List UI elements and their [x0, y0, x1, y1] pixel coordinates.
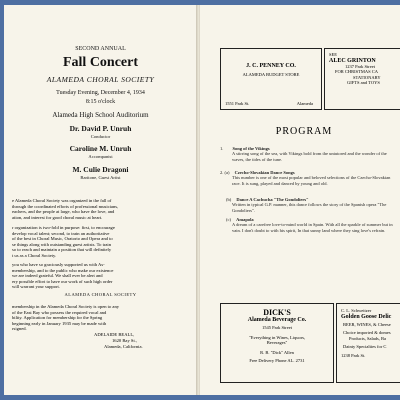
grinton-ad-line: FOR CHRISTMAS CA: [335, 69, 379, 74]
program-item-text: A stirring song of the sea, with Vikings bold from the untutored and the wonder of the waves, the tides of the tune.: [232, 151, 387, 162]
grinton-ad-line: STATIONARY: [353, 74, 381, 80]
para2-line: t us as a Choral Society.: [12, 252, 57, 258]
program-item: [220, 146, 395, 162]
program-item-title: Czecho-Slovakian Dance Songs: [234, 170, 295, 175]
para2-line: develop vocal talent; second, to train an authoritative: [12, 230, 110, 236]
golden-goose-line: Products, Salads, Ba: [349, 335, 386, 341]
program-item: [220, 170, 395, 186]
program-title: PROGRAM: [275, 126, 333, 137]
para1-line: e Alameda Choral Society was organized in the fall of: [12, 198, 112, 203]
grinton-ad-line: GIFTS and TOYS: [347, 80, 380, 85]
conductor-role: Conductor: [90, 134, 111, 139]
para4-line: rsigned.: [12, 326, 27, 332]
intro-paragraph: [12, 198, 192, 220]
penney-ad-city: Alameda: [296, 100, 313, 106]
para3-line: will warrant your support.: [12, 284, 60, 290]
dicks-ad-line: "Everything in Wines, Liquors,: [248, 334, 306, 340]
concert-title: Fall Concert: [62, 55, 139, 70]
left-page: [4, 5, 197, 395]
dicks-ad-line: Beverages": [266, 340, 288, 345]
dicks-ad-owner: R. B. "Dick" Allen: [260, 349, 294, 355]
edition-label: SECOND ANNUAL: [75, 46, 126, 52]
concert-date: Tuesday Evening, December 4, 1934: [56, 90, 145, 96]
membership-paragraph: [12, 304, 192, 332]
dicks-ad-phone: Free Delivery Phone AL. 2731: [249, 358, 305, 363]
program-item-number: (c): [226, 217, 231, 222]
golden-goose-line: BEER, WINES, & Cheese: [343, 321, 391, 327]
dicks-ad-address: 1545 Park Street: [262, 325, 292, 330]
golden-goose-owner: C. L. Schweitzer: [341, 308, 372, 313]
para1-line: ation, and interest for good choral music at heart.: [12, 214, 103, 220]
dicks-ad-subtitle: Alameda Beverage Co.: [247, 317, 307, 323]
program-item-number: 1.: [220, 146, 224, 151]
dicks-ad: [220, 303, 334, 383]
program-item: [220, 217, 395, 233]
golden-goose-address: 1238 Park St.: [341, 352, 366, 358]
para4-line: beginning early in January 1935 may be made with: [12, 320, 107, 326]
concert-time: 8:15 o'clock: [85, 99, 116, 105]
accompanist-role: Accompanist: [88, 154, 113, 159]
para3-line: ery possible effort to have our work of such high order: [12, 278, 113, 284]
accompanist-name: Caroline M. Unruh: [69, 144, 132, 153]
penney-ad: [220, 48, 322, 110]
program-item-title: Amapola: [236, 217, 254, 222]
golden-goose-line: Choice imported & domes: [343, 330, 391, 335]
secretary-street: 1620 Bay St.,: [112, 338, 138, 343]
program-item-text: This number is one of the most popular and beloved selections of the Czecho-Slovakian race. It is sung, played and danced by young and old.: [232, 175, 391, 186]
conductor-name: Dr. David P. Unruh: [69, 124, 132, 133]
para4-line: bility. Application for membership for the Spring: [12, 315, 103, 321]
guest-artist-role: Baritone, Guest Artist: [80, 175, 121, 180]
para1-line: through the coordinated efforts of professional musicians,: [12, 203, 119, 209]
right-page: [200, 5, 400, 395]
penney-ad-subtitle: ALAMEDA BUDGET STORE: [242, 72, 300, 77]
program-item-text: Written in typical G.P. manner, this dance follows the story of the Spanish opera "The Gondoliers".: [232, 202, 387, 213]
secretary-name: ADELAIDE BEALL,: [94, 332, 135, 337]
para2-line: se things along with outstanding guest artists. To train: [12, 241, 111, 247]
para3-line: membership, and to the public who make our existence: [12, 267, 114, 273]
para1-line: eachers, and the people at large, who have the love, and: [12, 209, 115, 215]
para3-line: you who have so graciously supported us with As-: [12, 262, 105, 267]
society-signature: ALAMEDA CHORAL SOCIETY: [64, 292, 137, 297]
program-item: [220, 197, 395, 213]
penney-ad-address: 1551 Park St.: [225, 100, 250, 106]
program-item-text: A dream of a carefree love-to-mind world in Spain. With all the sparkle of summer but in vain. I don't doubt to with his spirit, In that sunny land where they sing love's refrain.: [232, 222, 393, 233]
program-item-title: Dance A Cachucha "The Gondoliers": [236, 197, 309, 202]
para2-line: so to reach and maintain a position that will definitely: [12, 247, 112, 253]
secretary-city: Alameda, California.: [104, 344, 143, 349]
dicks-ad-title: DICK'S: [263, 308, 291, 317]
para4-line: of the East Bay who possess the required vocal and: [12, 309, 107, 315]
grinton-ad: [324, 48, 400, 110]
purpose-paragraph: [12, 225, 192, 259]
grinton-ad-address: 1237 Park Street: [345, 63, 375, 69]
penney-ad-title: J. C. PENNEY CO.: [246, 63, 296, 69]
golden-goose-title: Golden Goose Delic: [341, 313, 392, 320]
para4-line: membership in the Alameda Choral Society is open to any: [12, 304, 120, 309]
thanks-paragraph: [12, 262, 192, 290]
program-item-number: (b): [226, 197, 232, 202]
para3-line: we are indeed grateful. We shall ever be alert and: [12, 273, 103, 279]
para2-line: r organization is two-fold in purpose: first, to encourage: [12, 225, 115, 230]
golden-goose-ad: [336, 303, 400, 383]
program-item-title: Song of the Vikings: [232, 146, 270, 151]
grinton-ad-title: ALEC GRINTON: [329, 57, 376, 64]
program-item-number: 2. (a): [220, 170, 230, 175]
society-name: ALAMEDA CHORAL SOCIETY: [46, 75, 155, 84]
golden-goose-line: Dainty Specialties for C: [343, 344, 387, 349]
guest-artist-name: M. Culie Dragoni: [72, 165, 129, 174]
venue: Alameda High School Auditorium: [52, 111, 149, 119]
grinton-ad-see: SEE: [329, 52, 338, 57]
para2-line: of the best in Choral Music, Oratorio and Opera and to: [12, 236, 113, 242]
